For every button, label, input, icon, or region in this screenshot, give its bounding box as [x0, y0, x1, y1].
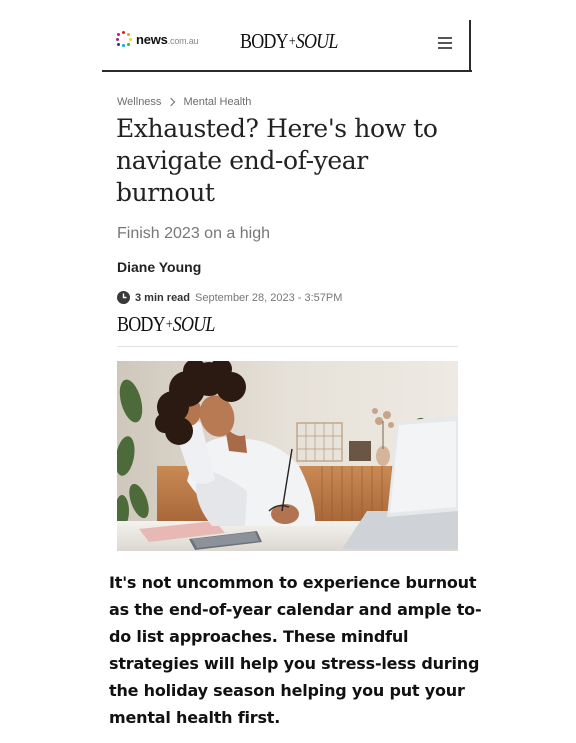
- header-edge-line: [469, 20, 471, 72]
- body-soul-header-logo[interactable]: BODY+SOUL: [240, 28, 338, 53]
- clock-icon: [117, 291, 130, 304]
- news-dots-icon: [116, 31, 132, 47]
- hamburger-menu-icon[interactable]: [438, 37, 452, 49]
- site-header: [102, 20, 472, 72]
- chevron-right-icon: [167, 98, 175, 106]
- hero-photo-tired-woman-at-desk: [117, 361, 458, 551]
- read-time: 3 min read: [135, 291, 191, 304]
- breadcrumb: [117, 96, 251, 108]
- news-com-au-logo[interactable]: [116, 31, 198, 47]
- content-divider: [117, 346, 458, 347]
- breadcrumb-wellness[interactable]: Wellness: [117, 96, 162, 108]
- header-divider: [102, 70, 472, 72]
- article-meta: [117, 291, 342, 304]
- article-intro: It's not uncommon to experience burnout as the end-of-year calendar and ample to-do list approaches. These mindful strategies will help you stress-less during the holiday season helping you put your mental health first.: [109, 573, 482, 727]
- article-subheading: Finish 2023 on a high: [117, 225, 270, 242]
- article-headline: Exhausted? Here's how to navigate end-of-year burnout: [116, 114, 438, 207]
- author-name[interactable]: Diane Young: [117, 259, 202, 275]
- publish-date: September 28, 2023 - 3:57PM: [195, 291, 343, 304]
- body-soul-source-logo[interactable]: BODY+SOUL: [117, 311, 215, 336]
- breadcrumb-mental-health[interactable]: Mental Health: [183, 96, 252, 108]
- news-logo-wordmark: news.com.au: [136, 31, 199, 47]
